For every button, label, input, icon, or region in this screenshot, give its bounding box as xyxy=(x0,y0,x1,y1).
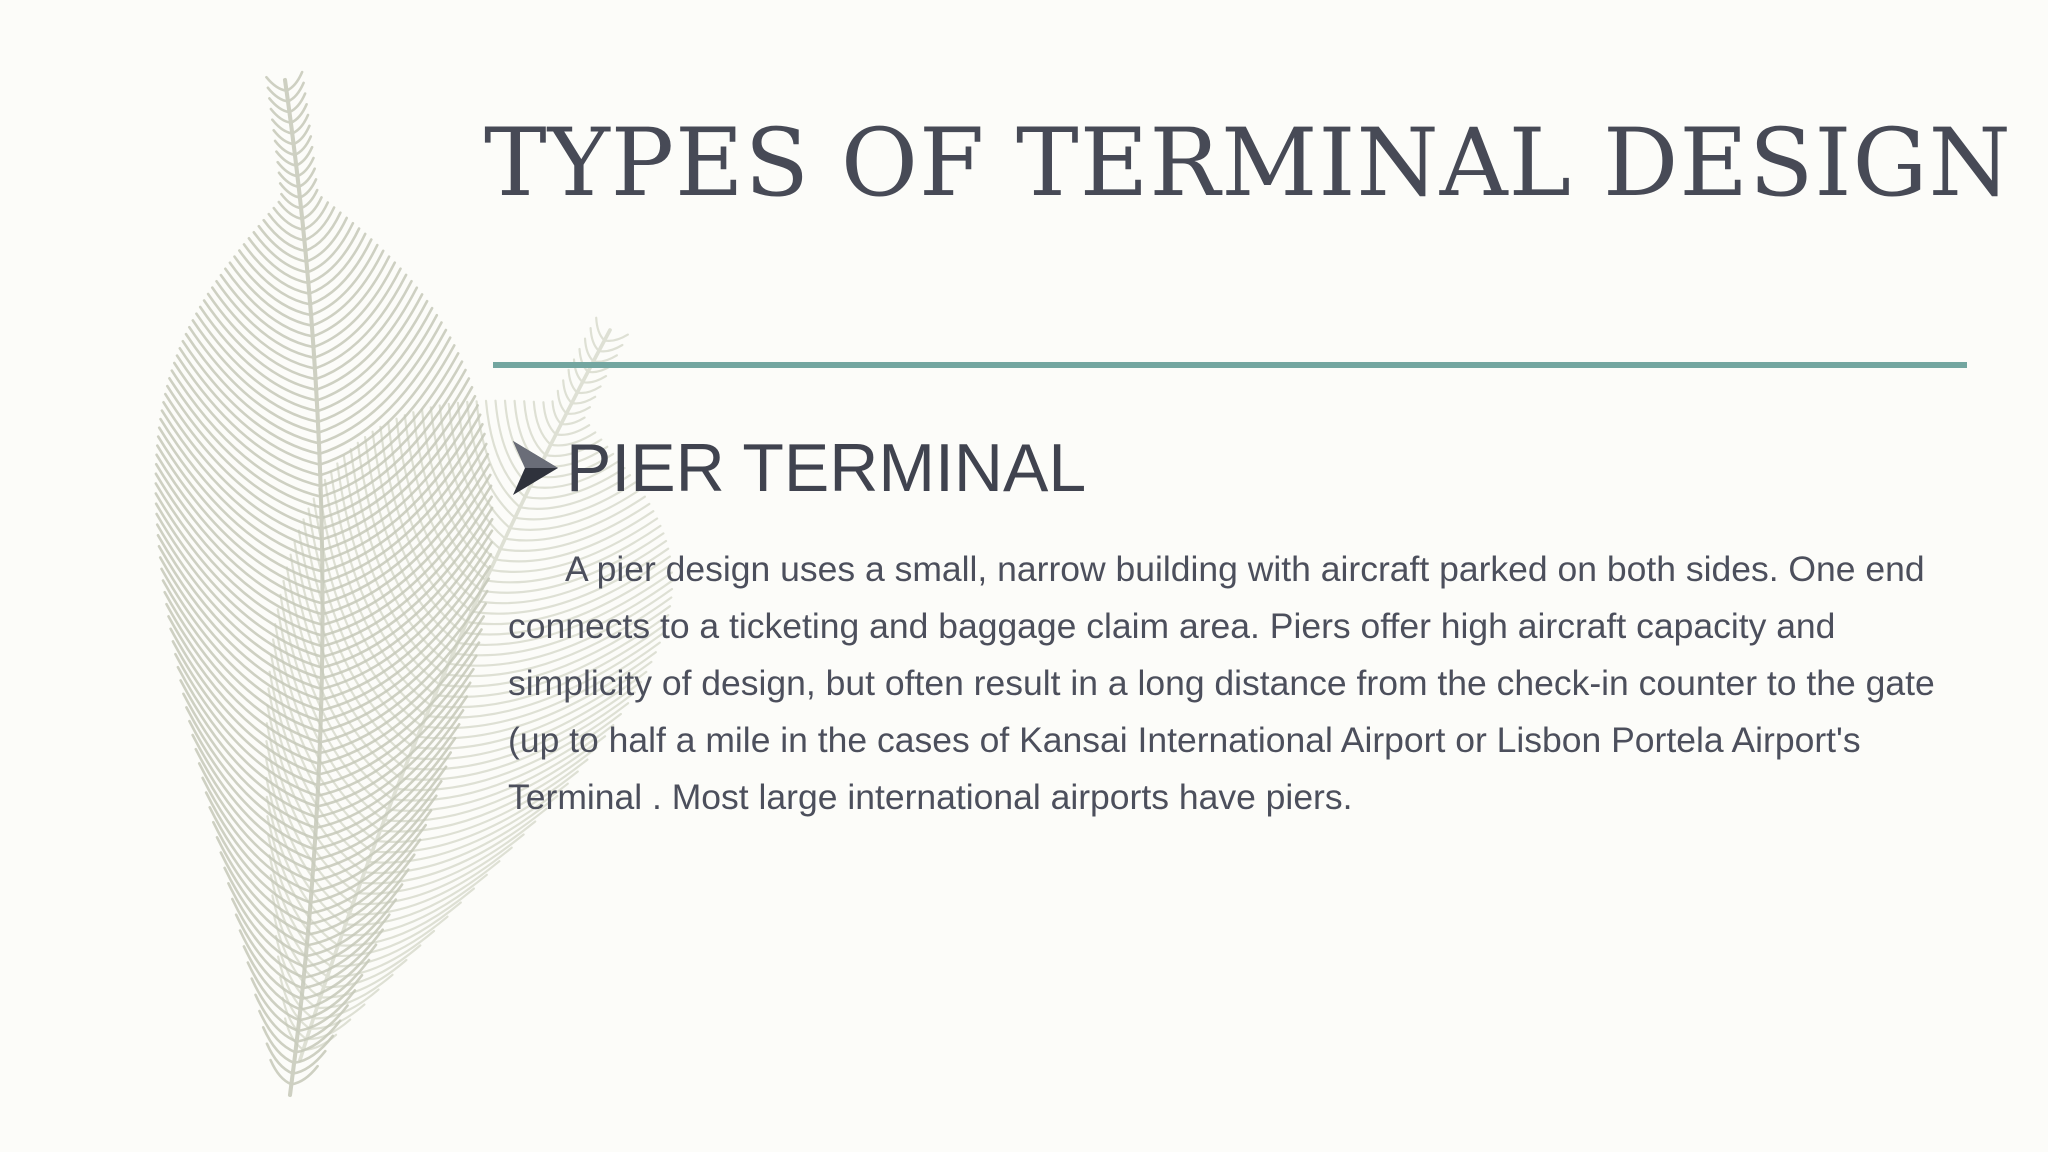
section-body-text: A pier design uses a small, narrow building with aircraft parked on both sides. One end connects to a ticketing and baggage claim area. Piers offer high aircraft capacity and simplicity of design, but often result in a long distance from the check-in counter to the gate (up to half a mile in the cases of Kansai International Airport or Lisbon Portela Airport's Terminal . Most large international airports have piers. xyxy=(508,549,1935,817)
section-heading-label: PIER TERMINAL xyxy=(566,430,1087,506)
slide-title: TYPES OF TERMINAL DESIGN xyxy=(484,109,2012,218)
section-heading xyxy=(510,428,1086,508)
title-divider xyxy=(493,362,1967,368)
arrowhead-bullet-icon xyxy=(510,439,560,497)
